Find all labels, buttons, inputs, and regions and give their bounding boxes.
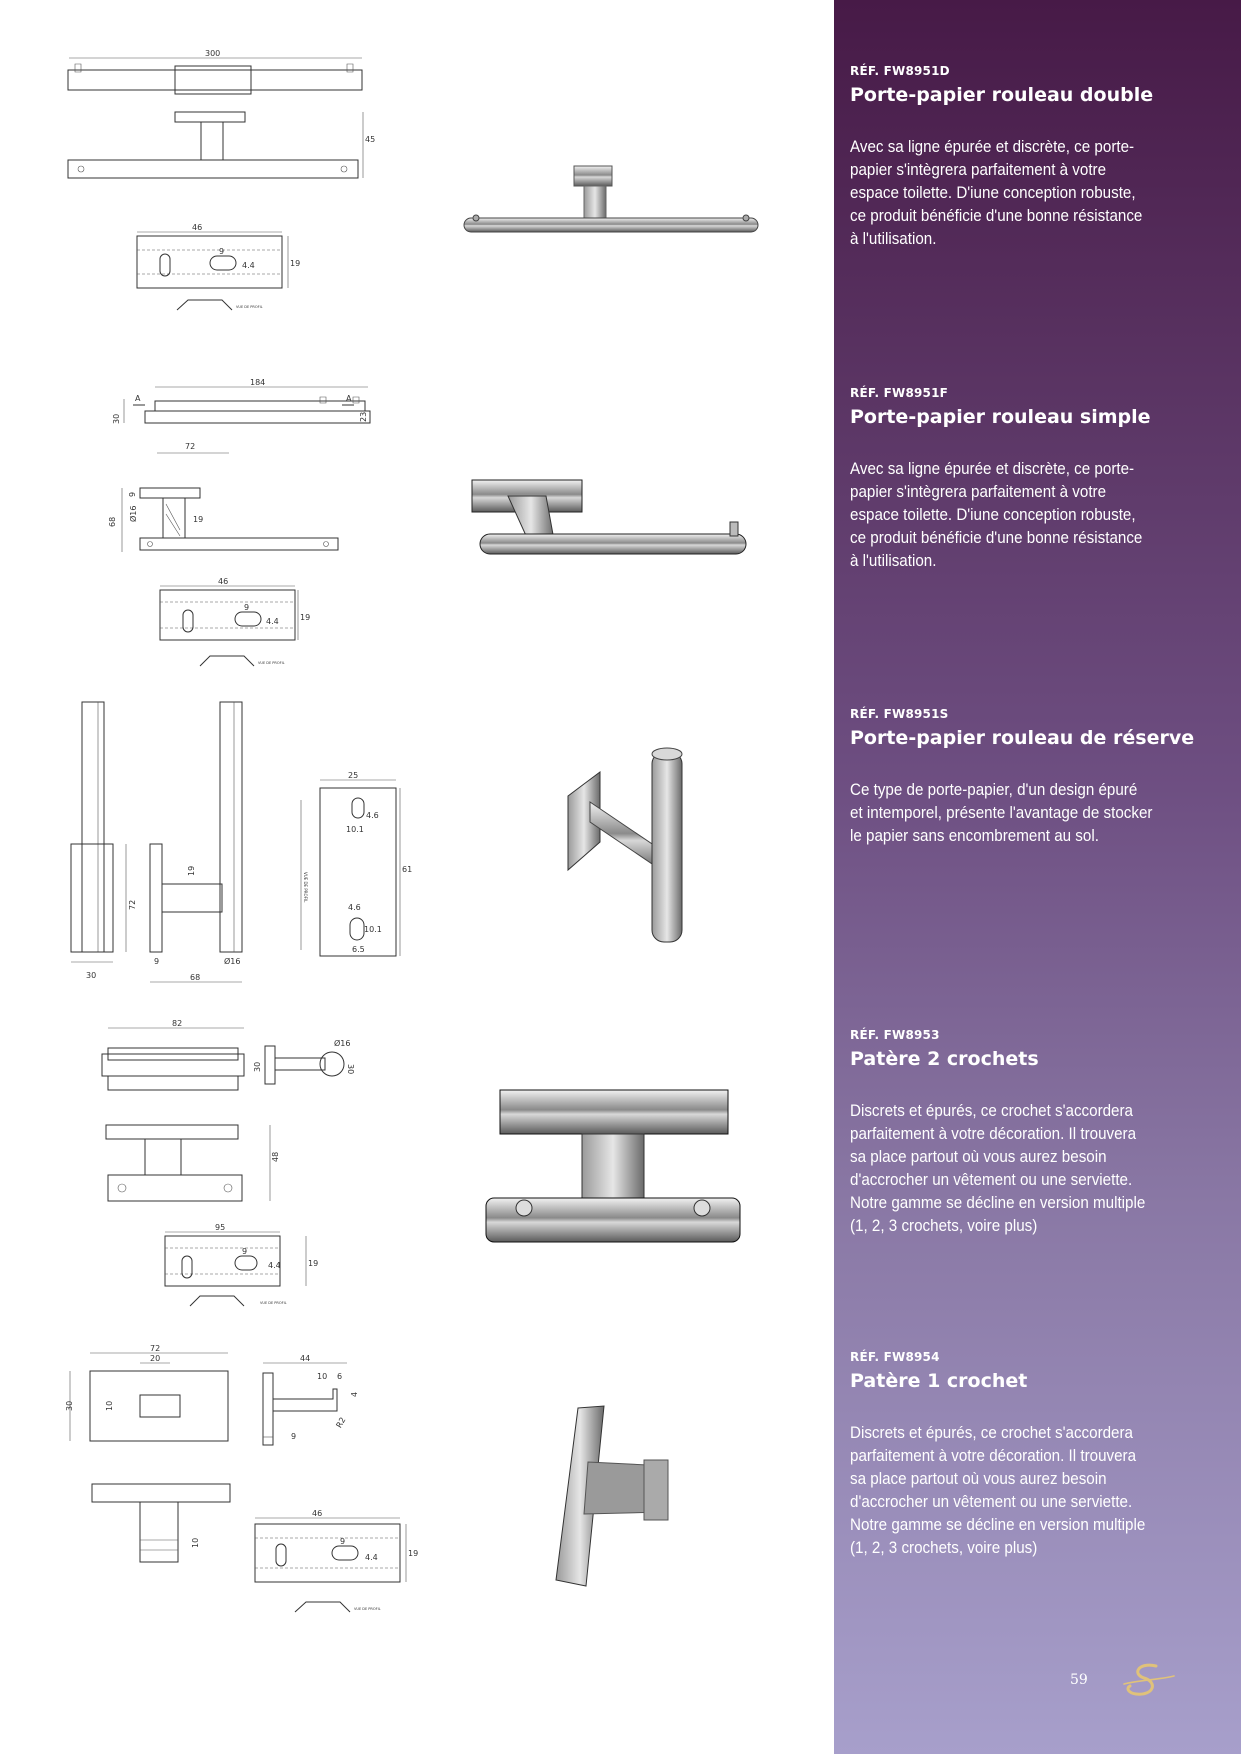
drawing-single-roll-side <box>108 484 348 554</box>
svg-text:VUE DE PROFIL: VUE DE PROFIL <box>258 661 285 665</box>
svg-text:44: 44 <box>300 1354 311 1363</box>
svg-text:46: 46 <box>312 1509 323 1518</box>
svg-text:68: 68 <box>190 973 201 982</box>
svg-text:72: 72 <box>185 442 196 451</box>
drawing-hook2-views <box>100 1019 380 1212</box>
svg-text:72: 72 <box>128 899 137 910</box>
svg-text:300: 300 <box>205 49 221 58</box>
svg-text:19: 19 <box>193 515 204 524</box>
svg-text:4.6: 4.6 <box>366 811 379 820</box>
svg-text:20: 20 <box>150 1354 161 1363</box>
svg-text:10.1: 10.1 <box>346 825 364 834</box>
svg-text:9: 9 <box>219 247 225 256</box>
drawing-double-roll-front <box>65 49 385 202</box>
svg-text:95: 95 <box>215 1223 226 1232</box>
svg-text:30: 30 <box>65 1400 74 1411</box>
svg-text:Ø16: Ø16 <box>334 1039 351 1048</box>
product-description: Ce type de porte-papier, d'un design épuré et intemporel, présente l'avantage de stocker le papier sans encombrement au sol. <box>850 781 1153 845</box>
svg-text:19: 19 <box>290 259 301 268</box>
product-description: Discrets et épurés, ce crochet s'accordera parfaitement à votre décoration. Il trouvera sa place partout où vous aurez besoin d'accrocher un vêtement ou une serviette. Notre gamme se décline en version multiple (1, 2, 3 crochets, voire plus) <box>850 1424 1146 1557</box>
drawing-hook1-front <box>60 1345 240 1475</box>
svg-text:A: A <box>346 394 352 403</box>
svg-text:4.4: 4.4 <box>365 1553 378 1562</box>
photo-single-roll-holder <box>468 476 758 561</box>
photo-double-roll-holder <box>460 160 760 240</box>
photo-hook2 <box>482 1086 744 1248</box>
svg-text:23: 23 <box>359 411 368 422</box>
svg-text:46: 46 <box>218 577 229 586</box>
drawing-reserve-front <box>68 698 278 988</box>
product-fw8951f <box>850 386 1220 573</box>
svg-text:46: 46 <box>192 223 203 232</box>
svg-text:VUE DE PROFIL: VUE DE PROFIL <box>236 305 263 309</box>
svg-text:9: 9 <box>154 957 160 966</box>
svg-text:VUE DE PROFIL: VUE DE PROFIL <box>260 1301 287 1305</box>
svg-text:30: 30 <box>86 971 97 980</box>
product-title: Porte-papier rouleau double <box>850 84 1154 106</box>
svg-text:82: 82 <box>172 1019 183 1028</box>
svg-text:45: 45 <box>365 135 376 144</box>
product-fw8951d <box>850 64 1220 251</box>
drawing-reserve-plate <box>296 770 416 965</box>
drawing-single-roll-top <box>100 375 370 460</box>
svg-text:9: 9 <box>128 491 137 497</box>
product-fw8953 <box>850 1028 1220 1238</box>
svg-text:19: 19 <box>187 865 196 876</box>
svg-text:30: 30 <box>253 1061 262 1072</box>
svg-text:10: 10 <box>191 1537 200 1548</box>
svg-text:72: 72 <box>150 1344 161 1353</box>
product-title: Patère 1 crochet <box>850 1370 1028 1392</box>
svg-text:9: 9 <box>291 1432 297 1441</box>
product-ref: RÉF. FW8951S <box>850 707 949 721</box>
product-ref: RÉF. FW8953 <box>850 1028 940 1042</box>
product-fw8954 <box>850 1350 1220 1560</box>
svg-text:VUE DE PROFIL: VUE DE PROFIL <box>303 872 308 903</box>
svg-text:4.4: 4.4 <box>268 1261 281 1270</box>
svg-text:10: 10 <box>105 1400 114 1411</box>
product-title: Porte-papier rouleau simple <box>850 406 1151 428</box>
product-title: Porte-papier rouleau de réserve <box>850 727 1195 749</box>
page-number: 59 <box>1070 1672 1088 1688</box>
svg-text:19: 19 <box>408 1549 419 1558</box>
svg-text:R2: R2 <box>334 1415 348 1430</box>
svg-text:4.4: 4.4 <box>242 261 255 270</box>
drawing-single-roll-plate <box>140 577 311 675</box>
photo-reserve-holder <box>560 742 710 952</box>
svg-text:9: 9 <box>244 603 250 612</box>
svg-text:19: 19 <box>300 613 311 622</box>
svg-text:30: 30 <box>112 413 121 424</box>
svg-text:4: 4 <box>350 1391 359 1397</box>
svg-text:68: 68 <box>108 516 117 527</box>
svg-text:9: 9 <box>242 1247 248 1256</box>
product-ref: RÉF. FW8951D <box>850 64 950 78</box>
drawing-hook1-plate <box>250 1509 420 1632</box>
svg-text:6: 6 <box>337 1372 343 1381</box>
drawing-hook2-plate <box>160 1223 330 1326</box>
svg-text:4.4: 4.4 <box>266 617 279 626</box>
svg-text:48: 48 <box>271 1151 280 1162</box>
svg-text:Ø16: Ø16 <box>224 957 241 966</box>
product-ref: RÉF. FW8954 <box>850 1350 940 1364</box>
svg-text:10: 10 <box>317 1372 328 1381</box>
photo-hook1 <box>548 1402 688 1592</box>
svg-text:184: 184 <box>250 378 266 387</box>
product-title: Patère 2 crochets <box>850 1048 1039 1070</box>
svg-text:25: 25 <box>348 771 359 780</box>
svg-text:Ø16: Ø16 <box>129 505 138 522</box>
svg-text:10.1: 10.1 <box>364 925 382 934</box>
svg-text:19: 19 <box>308 1259 319 1268</box>
product-ref: RÉF. FW8951F <box>850 386 949 400</box>
svg-text:A: A <box>135 394 141 403</box>
product-description: Discrets et épurés, ce crochet s'accordera parfaitement à votre décoration. Il trouvera sa place partout où vous aurez besoin d'accrocher un vêtement ou une serviette. Notre gamme se décline en version multiple (1, 2, 3 crochets, voire plus) <box>850 1102 1146 1235</box>
product-description: Avec sa ligne épurée et discrète, ce porte-papier s'intègrera parfaitement à votre espace toilette. D'iune conception robuste, ce produit bénéficie d'une bonne résistance à l'utilisation. <box>850 138 1143 248</box>
svg-text:6.5: 6.5 <box>352 945 365 954</box>
drawing-double-roll-plate <box>132 222 302 322</box>
product-description: Avec sa ligne épurée et discrète, ce porte-papier s'intègrera parfaitement à votre espace toilette. D'iune conception robuste, ce produit bénéficie d'une bonne résistance à l'utilisation. <box>850 460 1143 570</box>
svg-text:30: 30 <box>346 1064 355 1075</box>
product-fw8951s <box>850 707 1220 848</box>
svg-text:VUE DE PROFIL: VUE DE PROFIL <box>354 1607 381 1611</box>
svg-text:9: 9 <box>340 1537 346 1546</box>
drawing-hook1-top <box>88 1480 238 1580</box>
brand-logo <box>1118 1660 1178 1704</box>
svg-text:4.6: 4.6 <box>348 903 361 912</box>
drawing-hook1-side <box>255 1355 385 1455</box>
svg-text:61: 61 <box>402 865 413 874</box>
product-info-panel <box>834 0 1241 1754</box>
